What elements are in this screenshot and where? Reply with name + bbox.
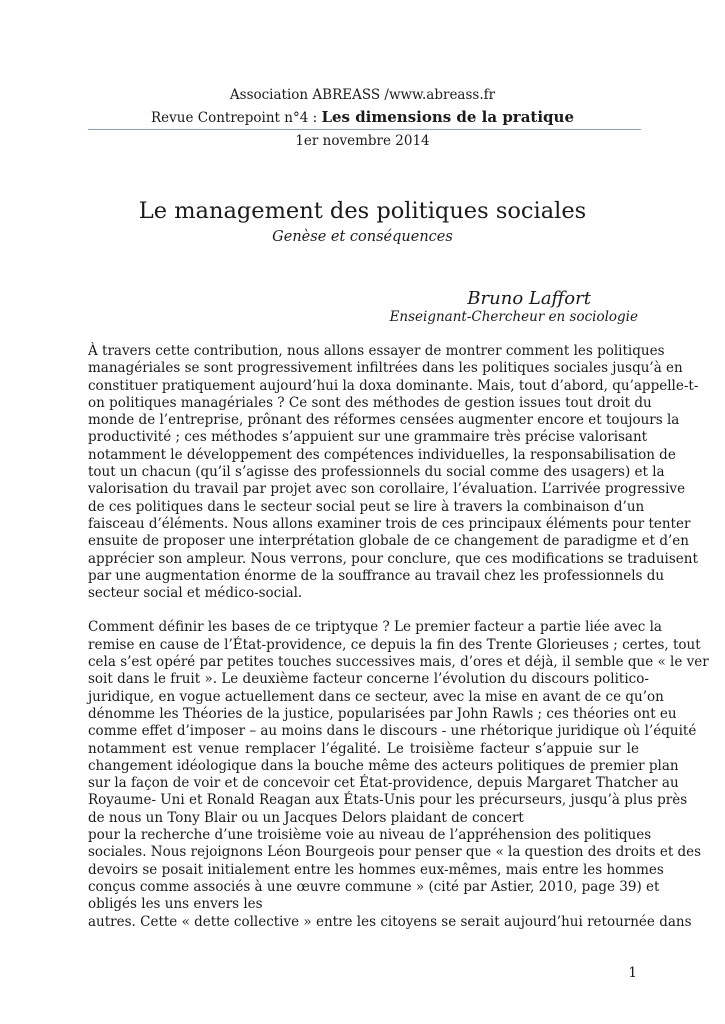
text-line: notamment le développement des compétences individuelles, la responsabilisation de xyxy=(88,446,676,463)
article-title: Le management des politiques sociales xyxy=(138,198,587,224)
text-line: obligés les uns envers les xyxy=(88,896,263,913)
text-line: managériales se sont progressivement infiltrées dans les politiques sociales jusqu’à en xyxy=(88,360,683,377)
text-line: cela s’est opéré par petites touches successives mais, d’ores et déjà, il semble que « le ver xyxy=(88,654,709,671)
text-line: soit dans le fruit ». Le deuxième facteur concerne l’évolution du discours politico- xyxy=(88,671,649,688)
text-line: de nous un Tony Blair ou un Jacques Delors plaidant de concert xyxy=(88,809,524,826)
article-subtitle: Genèse et conséquences xyxy=(272,229,453,245)
article-author: Bruno Laffort xyxy=(467,288,591,309)
header-rule xyxy=(88,129,641,130)
article-body xyxy=(88,343,709,931)
text-line: apprécier son ampleur. Nous verrons, pour conclure, que ces modifications se traduisent xyxy=(88,550,698,567)
text-line: notamment est venue remplacer l’égalité. Le troisième facteur s’appuie sur le xyxy=(88,740,639,757)
text-line: ensuite de proposer une interprétation globale de ce changement de paradigme et d’en xyxy=(88,533,689,550)
text-line: tout un chacun (qu’il s’agisse des professionnels du social comme des usagers) et la xyxy=(88,464,665,481)
paragraph xyxy=(88,343,699,602)
text-line: comme effet d’imposer – au moins dans le discours - une rhétorique juridique où l’équité xyxy=(88,723,697,740)
text-line: sociales. Nous rejoignons Léon Bourgeois pour penser que « la question des droits et des xyxy=(88,844,702,861)
text-line: remise en cause de l’État-providence, ce depuis la fin des Trente Glorieuses ; certes, tout xyxy=(88,636,701,653)
text-line: par une augmentation énorme de la souffrance au travail chez les professionnels du xyxy=(88,567,665,584)
text-line: devoirs se posait initialement entre les hommes eux-mêmes, mais entre les hommes xyxy=(88,861,664,878)
text-line: dénomme les Théories de la justice, popularisées par John Rawls ; ces théories ont eu xyxy=(88,705,677,722)
text-line: Comment définir les bases de ce triptyque ? Le premier facteur a partie liée avec la xyxy=(88,619,662,636)
text-line: monde de l’entreprise, prônant des réformes censées augmenter encore et toujours la xyxy=(88,412,680,429)
text-line: autres. Cette « dette collective » entre les citoyens se serait aujourd’hui retournée dans xyxy=(88,913,692,930)
text-line: valorisation du travail par projet avec son corollaire, l’évaluation. L’arrivée progressive xyxy=(88,481,686,498)
text-line: constituer pratiquement aujourd’hui la doxa dominante. Mais, tout d’abord, qu’appelle-t- xyxy=(88,377,699,394)
page-number: 1 xyxy=(628,965,637,981)
text-line: À travers cette contribution, nous allons essayer de montrer comment les politiques xyxy=(88,343,665,359)
text-line: Royaume- Uni et Ronald Reagan aux États-Unis pour les précurseurs, jusqu’à plus près xyxy=(88,792,688,809)
text-line: conçus comme associés à une œuvre commune » (cité par Astier, 2010, page 39) et xyxy=(88,878,660,895)
header-association: Association ABREASS /www.abreass.fr xyxy=(229,87,496,103)
text-line: sur la façon de voir et de concevoir cet État-providence, depuis Margaret Thatcher au xyxy=(88,775,679,792)
author-role: Enseignant-Chercheur en sociologie xyxy=(389,309,638,325)
text-line: secteur social et médico-social. xyxy=(88,585,303,602)
text-line: changement idéologique dans la bouche même des acteurs politiques de premier plan xyxy=(88,757,679,774)
revue-prefix: Revue Contrepoint n°4 : xyxy=(151,110,322,126)
text-line: juridique, en vogue actuellement dans ce secteur, avec la mise en avant de ce qu’on xyxy=(88,688,664,705)
header-date: 1er novembre 2014 xyxy=(295,133,430,149)
header-revue xyxy=(0,108,725,126)
paragraph xyxy=(88,619,709,930)
revue-title: Les dimensions de la pratique xyxy=(321,108,574,126)
text-line: de ces politiques dans le secteur social peut se lire à travers la combinaison d’un xyxy=(88,498,645,515)
text-line: faisceau d’éléments. Nous allons examiner trois de ces principaux éléments pour tenter xyxy=(88,515,691,532)
text-line: on politiques managériales ? Ce sont des méthodes de gestion issues tout droit du xyxy=(88,394,652,411)
text-line: productivité ; ces méthodes s’appuient sur une grammaire très précise valorisant xyxy=(88,429,648,446)
text-line: pour la recherche d’une troisième voie au niveau de l’appréhension des politiques xyxy=(88,827,652,844)
